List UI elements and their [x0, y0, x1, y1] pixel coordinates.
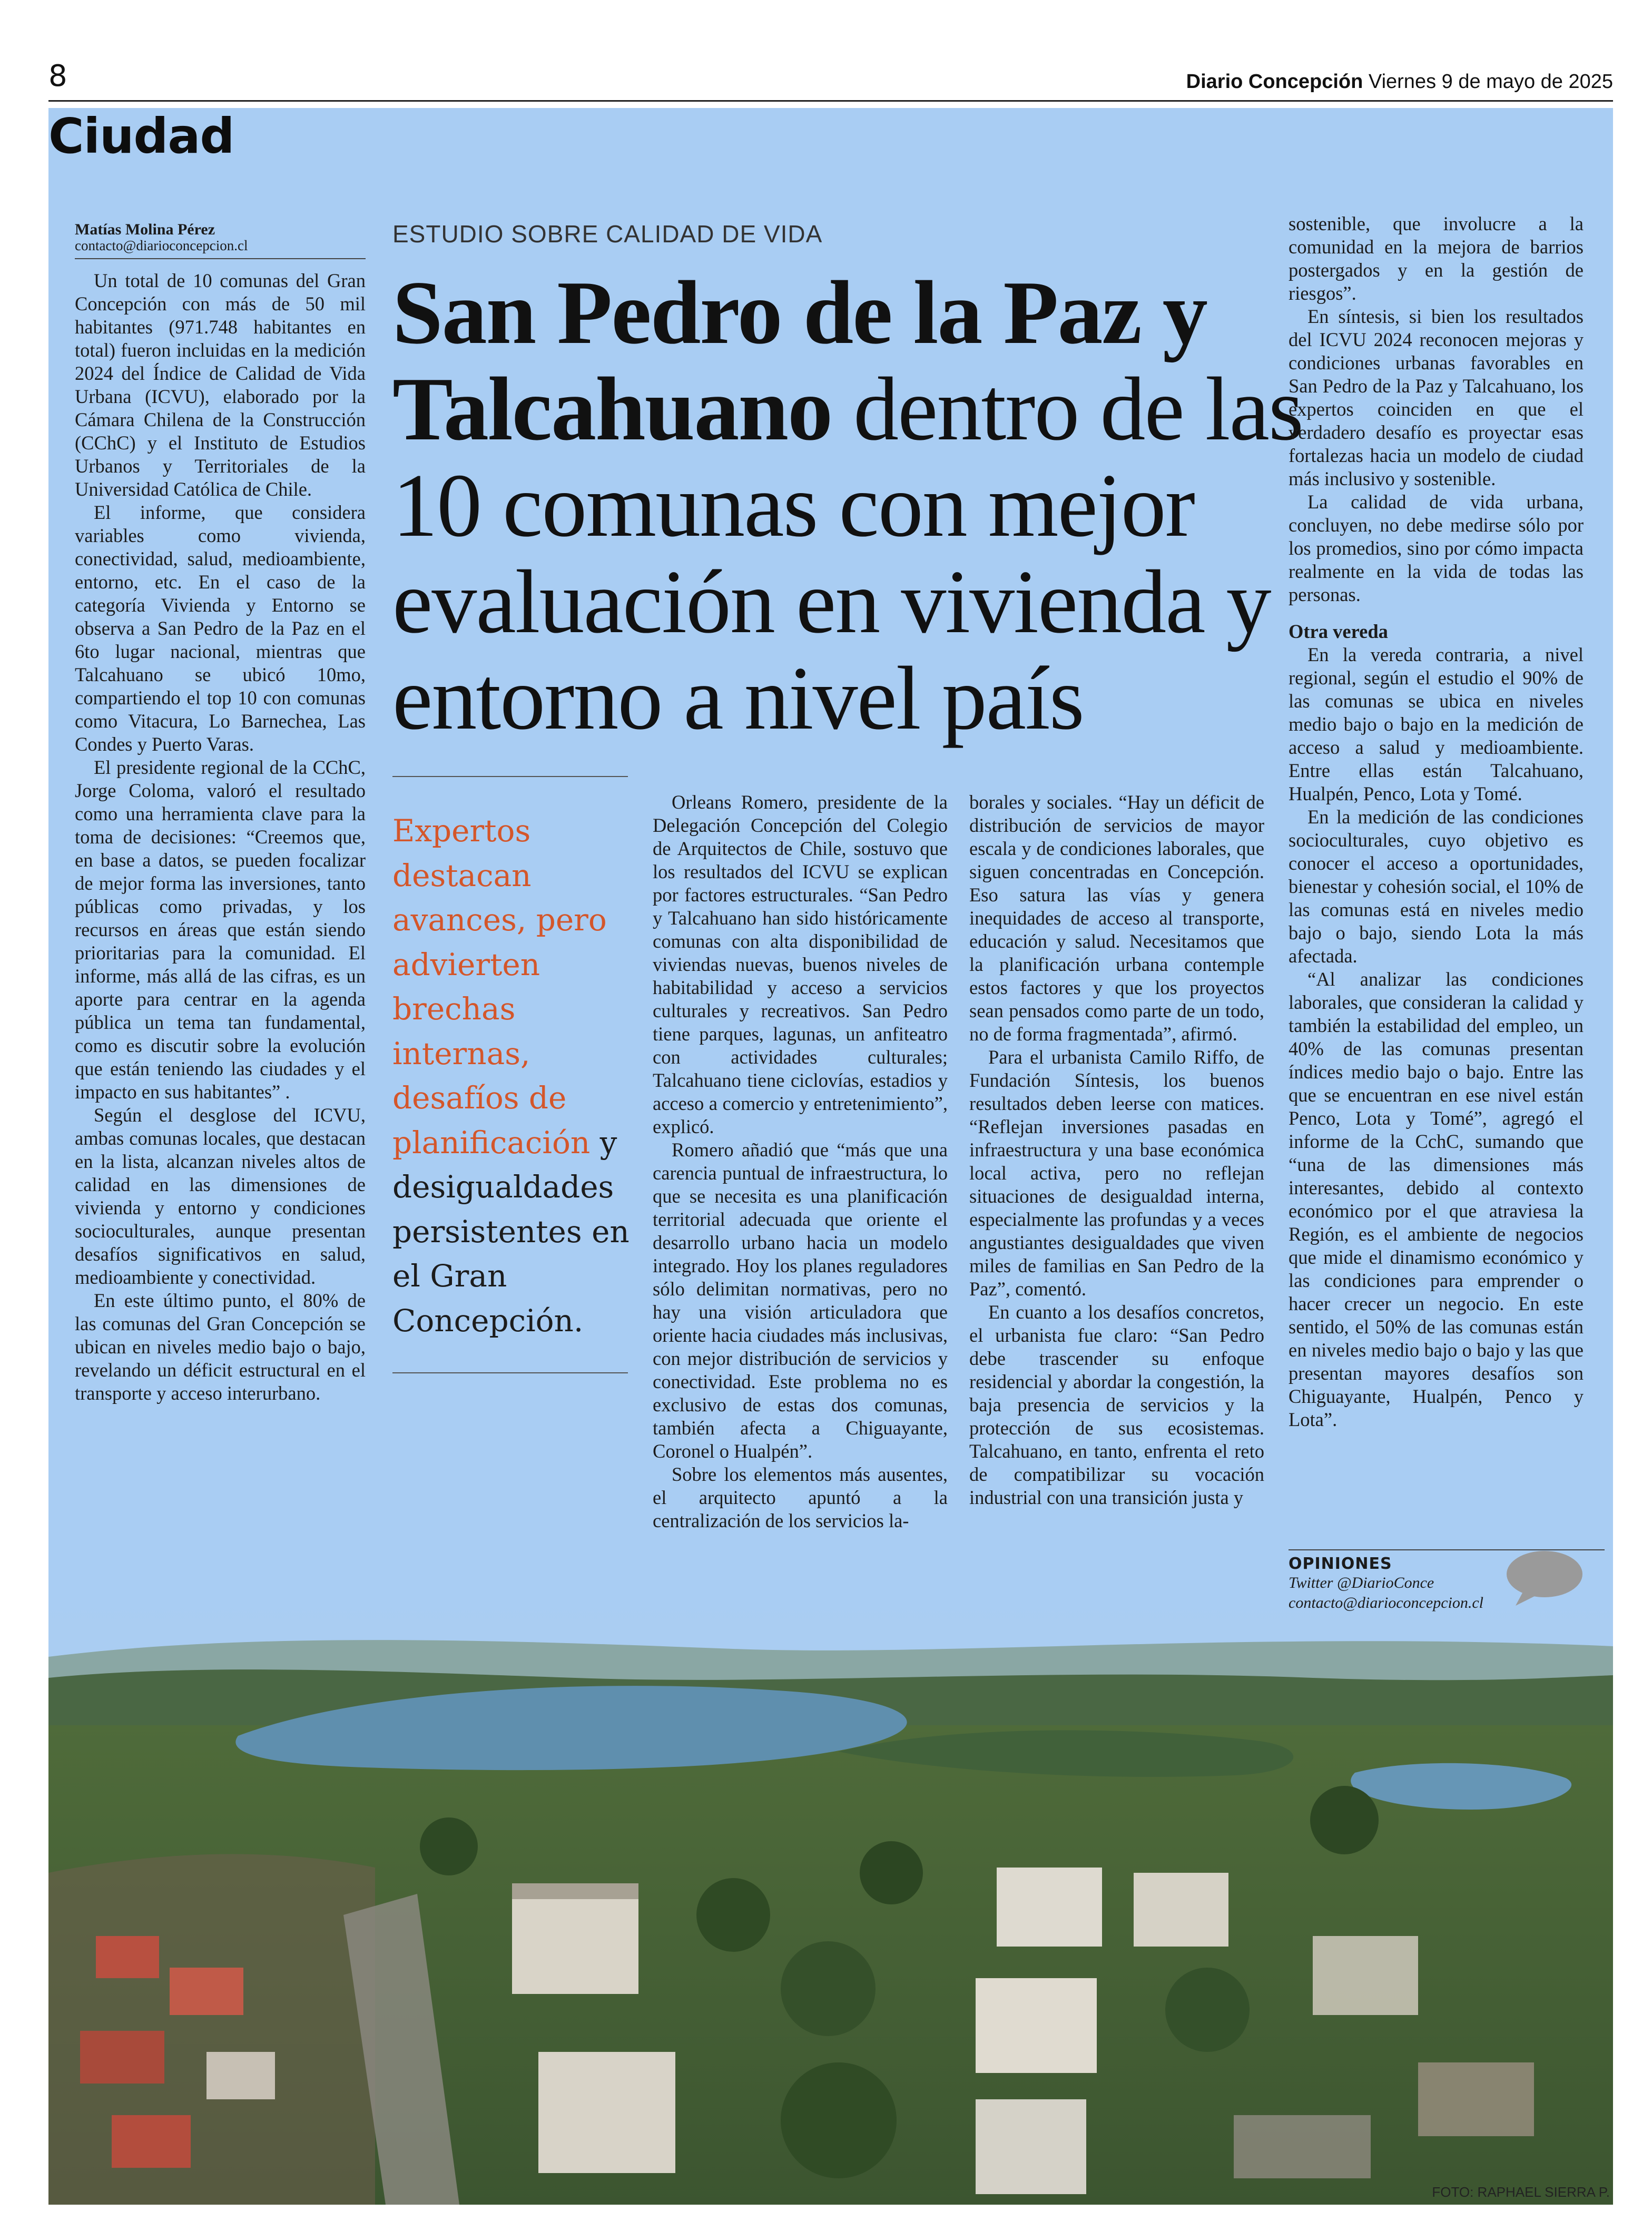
page-number: 8	[48, 59, 67, 93]
headline-bold: San Pedro de la Paz y Talcahuano	[392, 263, 1207, 459]
header-rule	[48, 100, 1613, 102]
paragraph: El informe, que considera variables como vivienda, conectividad, salud, medioambiente, entorno, etc. En el caso de la categoría Vivienda y Entorno se observa a San Pedro de la Paz en el 6to lugar nacional, mientras que Talcahuano se ubicó 10mo, compartiendo el top 10 con comunas como Vitacura, Lo Barnechea, Las Condes y Puerto Varas.	[75, 502, 366, 755]
kicker: ESTUDIO SOBRE CALIDAD DE VIDA	[392, 220, 823, 248]
paragraph: sostenible, que involucre a la comunidad en la mejora de barrios postergados y en la gestión de riesgos”.	[1289, 213, 1584, 304]
paragraph: Un total de 10 comunas del Gran Concepción con más de 50 mil habitantes (971.748 habitantes en total) fueron incluidas en la medición 2024 del Índice de Calidad de Vida Urbana (ICVU), elaborado por la Cámara Chilena de la Construcción (CChC) y el Instituto de Estudios Urbanos y Territoriales de la Universidad Católica de Chile.	[75, 270, 366, 500]
deck	[392, 809, 635, 1343]
aerial-photo	[48, 1599, 1613, 2205]
paragraph: En síntesis, si bien los resultados del ICVU 2024 reconocen mejoras y condiciones urbanas favorables en San Pedro de la Paz y Talcahuano, los expertos coinciden en que el verdadero desafío es proyectar esas fortalezas hacia un modelo de ciudad más inclusivo y sostenible.	[1289, 306, 1584, 489]
deck-rest: y desigualdades persistentes en el Gran Concepción.	[392, 1124, 630, 1339]
paragraph: La calidad de vida urbana, concluyen, no debe medirse sólo por los promedios, sino por cómo impacta realmente en la vida de todas las personas.	[1289, 491, 1584, 605]
paragraph: En cuanto a los desafíos concretos, el urbanista fue claro: “San Pedro debe trascender su enfoque residencial y abordar la congestión, la baja presencia de servicios y la protección de sus ecosistemas. Talcahuano, en tanto, enfrenta el reto de compatibilizar su vocación industrial con una transición justa y	[969, 1301, 1264, 1508]
paragraph: Para el urbanista Camilo Riffo, de Fundación Síntesis, los buenos resultados deben leerse con matices. “Reflejan inversiones pasadas en infraestructura y una base económica local activa, pero no reflejan situaciones de desigualdad interna, especialmente las profundas y a veces angustiantes desigualdades que viven miles de familias en San Pedro de la Paz”, comentó.	[969, 1046, 1264, 1300]
deck-top-rule	[392, 776, 628, 777]
opiniones-title: OPINIONES	[1289, 1555, 1392, 1573]
opiniones-email[interactable]: contacto@diarioconcepcion.cl	[1289, 1594, 1483, 1611]
headline-regular: dentro de las 10 comunas con mejor evaluación en vivienda y entorno a nivel país	[392, 359, 1303, 749]
aerial-photo-drawing	[48, 1599, 1613, 2205]
column-1	[75, 269, 366, 1405]
column-2	[653, 791, 948, 1532]
deck-bottom-rule	[392, 1372, 628, 1373]
speech-bubble-icon	[1505, 1549, 1584, 1607]
byline-rule	[75, 258, 366, 259]
paragraph: Orleans Romero, presidente de la Delegación Concepción del Colegio de Arquitectos de Chile, sostuvo que los resultados del ICVU se explican por factores estructurales. “San Pedro y Talcahuano han sido históricamente comunas con alta disponibilidad de viviendas nuevas, buenos niveles de habitabilidad y acceso a servicios culturales y recreativos. San Pedro tiene parques, lagunas, un anfiteatro con actividades culturales; Talcahuano tiene ciclovías, estadios y acceso a comercio y entretenimiento”, explicó.	[653, 791, 948, 1137]
masthead	[1186, 71, 1613, 93]
subhead-otra-vereda: Otra vereda	[1289, 621, 1388, 642]
paragraph: En la medición de las condiciones socioculturales, cuyo objetivo es conocer el acceso a oportunidades, bienestar y cohesión social, el 10% de las comunas está en niveles medio bajo o bajo, siendo Lota la más afectada.	[1289, 806, 1584, 967]
paragraph: Romero añadió que “más que una carencia puntual de infraestructura, lo que se necesita es una planificación territorial adecuada que oriente el desarrollo urbano hacia un modelo integrado. Hoy los planes reguladores sólo delimitan normativas, pero no hay una visión articuladora que oriente hacia ciudades más inclusivas, con mejor distribución de servicios y conectividad. Este problema no es exclusivo de estas dos comunas, también afecta a Chiguayante, Coronel o Hualpén”.	[653, 1139, 948, 1462]
paragraph: “Al analizar las condiciones laborales, que consideran la calidad y también la estabilidad del empleo, un 40% de las comunas presentan índices medio bajo o bajo. Entre las que se encuentran en ese nivel están Penco, Lota y Tomé”, agregó el informe de la CchC, sumando que “una de las dimensiones más interesantes, debido al contexto económico por el que atraviesa la Región, es el ambiente de negocios que mide el dinamismo económico y las condiciones para emprender o hacer crecer un negocio. En este sentido, el 50% de las comunas están en niveles medio bajo o bajo y las que presentan mayores desafíos son Chiguayante, Hualpén, Penco y Lota”.	[1289, 968, 1584, 1430]
publication-name: Diario Concepción	[1186, 71, 1363, 93]
opiniones-twitter[interactable]: Twitter @DiarioConce	[1289, 1574, 1434, 1591]
column-3	[969, 791, 1264, 1509]
paragraph: borales y sociales. “Hay un déficit de distribución de servicios de mayor escala y de condiciones laborales, que siguen concentradas en Concepción. Eso satura las vías y genera inequidades de acceso al transporte, educación y salud. Necesitamos que la planificación urbana contemple estos factores y que los proyectos sean pensados como parte de un todo, no de forma fragmentada”, afirmó.	[969, 791, 1264, 1045]
column-4	[1289, 212, 1584, 1431]
author-name: Matías Molina Pérez	[75, 221, 215, 238]
article-panel	[48, 108, 1613, 2205]
author-email: contacto@diarioconcepcion.cl	[75, 238, 248, 253]
headline	[392, 265, 1320, 747]
paragraph: En la vereda contraria, a nivel regional, según el estudio el 90% de las comunas se ubica en niveles medio bajo o bajo en la medición de acceso a salud y medioambiente. Entre ellas están Talcahuano, Hualpén, Penco, Lota y Tomé.	[1289, 644, 1584, 804]
publication-date: Viernes 9 de mayo de 2025	[1368, 71, 1613, 93]
deck-accent: Expertos destacan avances, pero advierten brechas internas, desafíos de planificación	[392, 813, 607, 1161]
byline	[75, 221, 366, 259]
paragraph: Sobre los elementos más ausentes, el arquitecto apuntó a la centralización de los servicios la-	[653, 1463, 948, 1531]
section-title: Ciudad	[48, 108, 234, 164]
paragraph: El presidente regional de la CChC, Jorge Coloma, valoró el resultado como una herramienta clave para la toma de decisiones: “Creemos que, en base a datos, se pueden focalizar de mejor forma las inversiones, tanto públicas como privadas, y los recursos en áreas que están siendo prioritarias para la comunidad. El informe, más allá de las cifras, es un aporte para centrar en la agenda pública un tema tan fundamental, como es discutir sobre la evolución que están teniendo las ciudades y el impacto en sus habitantes” .	[75, 756, 366, 1103]
photo-credit: FOTO: RAPHAEL SIERRA P.	[1432, 2184, 1610, 2200]
paragraph: En este último punto, el 80% de las comunas del Gran Concepción se ubican en niveles medio bajo o bajo, revelando un déficit estructural en el transporte y acceso interurbano.	[75, 1290, 366, 1404]
paragraph: Según el desglose del ICVU, ambas comunas locales, que destacan en la lista, alcanzan niveles altos de calidad en las dimensiones de vivienda y entorno y condiciones socioculturales, aunque presentan desafíos significativos en salud, medioambiente y conectividad.	[75, 1104, 366, 1288]
